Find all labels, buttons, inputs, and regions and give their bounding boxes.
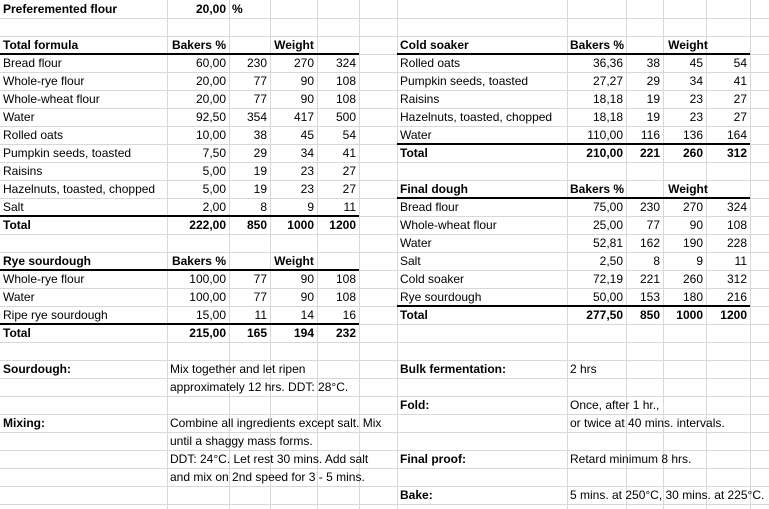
final_dough-bakers-header[interactable]: Bakers % — [570, 182, 625, 196]
total-weight-3[interactable]: 232 — [335, 326, 356, 340]
final_dough-title[interactable]: Final dough — [400, 182, 468, 196]
bakers-percent[interactable]: 18,18 — [592, 92, 623, 106]
ingredient-name[interactable]: Pumpkin seeds, toasted — [400, 74, 529, 88]
weight-1[interactable]: 77 — [253, 290, 267, 304]
weight-2[interactable]: 90 — [689, 218, 703, 232]
bakers-percent[interactable]: 7,50 — [202, 146, 226, 160]
ingredient-name[interactable]: Rye sourdough — [400, 290, 482, 304]
weight-3[interactable]: 324 — [335, 56, 356, 70]
weight-1[interactable]: 38 — [253, 128, 267, 142]
ingredient-name[interactable]: Whole-rye flour — [3, 74, 85, 88]
weight-3[interactable]: 11 — [343, 200, 356, 214]
weight-2[interactable]: 23 — [300, 182, 314, 196]
rye_sourdough-bakers-header[interactable]: Bakers % — [171, 254, 226, 268]
weight-1[interactable]: 29 — [646, 74, 660, 88]
ingredient-name[interactable]: Cold soaker — [400, 272, 465, 286]
instruction-text[interactable]: Retard minimum 8 hrs. — [570, 452, 692, 466]
weight-3[interactable]: 54 — [733, 56, 747, 70]
total-label[interactable]: Total — [3, 218, 31, 232]
ingredient-name[interactable]: Ripe rye sourdough — [3, 308, 108, 322]
instruction-text[interactable]: 2 hrs — [570, 362, 597, 376]
weight-1[interactable]: 11 — [254, 308, 267, 322]
total-weight-1[interactable]: 221 — [639, 146, 660, 160]
weight-3[interactable]: 108 — [726, 218, 747, 232]
final_dough-weight-header[interactable]: Weight — [668, 182, 708, 196]
weight-3[interactable]: 108 — [335, 92, 356, 106]
weight-2[interactable]: 9 — [307, 200, 314, 214]
bakers-percent[interactable]: 52,81 — [592, 236, 623, 250]
weight-2[interactable]: 90 — [300, 92, 314, 106]
weight-3[interactable]: 27 — [733, 110, 747, 124]
weight-1[interactable]: 19 — [253, 164, 267, 178]
total-weight-1[interactable]: 850 — [246, 218, 267, 232]
total-weight-3[interactable]: 1200 — [720, 308, 747, 322]
ingredient-name[interactable]: Salt — [400, 254, 421, 268]
row-gridline — [0, 378, 769, 379]
weight-3[interactable]: 228 — [726, 236, 747, 250]
bakers-percent[interactable]: 36,36 — [592, 56, 623, 70]
weight-3[interactable]: 16 — [342, 308, 356, 322]
weight-3[interactable]: 54 — [342, 128, 356, 142]
instruction-text[interactable]: DDT: 24°C. Let rest 30 mins. Add salt — [170, 452, 369, 466]
rye_sourdough-weight-header[interactable]: Weight — [274, 254, 314, 268]
weight-2[interactable]: 260 — [682, 272, 703, 286]
total-weight-1[interactable]: 850 — [639, 308, 660, 322]
total_formula-title[interactable]: Total formula — [3, 38, 79, 52]
row-gridline — [0, 504, 769, 505]
weight-2[interactable]: 9 — [696, 254, 703, 268]
total-bakers-percent[interactable]: 215,00 — [189, 326, 226, 340]
bakers-percent[interactable]: 20,00 — [195, 74, 226, 88]
weight-2[interactable]: 23 — [300, 164, 314, 178]
weight-3[interactable]: 27 — [733, 92, 747, 106]
weight-2[interactable]: 90 — [300, 272, 314, 286]
bakers-percent[interactable]: 60,00 — [195, 56, 226, 70]
weight-1[interactable]: 354 — [246, 110, 267, 124]
bakers-percent[interactable]: 25,00 — [592, 218, 623, 232]
weight-2[interactable]: 14 — [300, 308, 314, 322]
ingredient-name[interactable]: Hazelnuts, toasted, chopped — [400, 110, 553, 124]
weight-3[interactable]: 324 — [726, 200, 747, 214]
total-weight-3[interactable]: 1200 — [329, 218, 356, 232]
weight-1[interactable]: 230 — [639, 200, 660, 214]
weight-2[interactable]: 270 — [293, 56, 314, 70]
weight-3[interactable]: 164 — [726, 128, 747, 142]
weight-2[interactable]: 190 — [682, 236, 703, 250]
weight-1[interactable]: 38 — [646, 56, 660, 70]
bakers-percent[interactable]: 110,00 — [587, 128, 623, 142]
weight-2[interactable]: 180 — [682, 290, 703, 304]
weight-3[interactable]: 11 — [734, 254, 747, 268]
bakers-percent[interactable]: 5,00 — [202, 182, 226, 196]
total-weight-2[interactable]: 1000 — [287, 218, 314, 232]
total-label[interactable]: Total — [400, 146, 428, 160]
bakers-percent[interactable]: 100,00 — [189, 272, 226, 286]
rye_sourdough-title[interactable]: Rye sourdough — [3, 254, 92, 268]
weight-1[interactable]: 29 — [253, 146, 267, 160]
instruction-label[interactable]: Sourdough: — [3, 362, 71, 376]
bakers-percent[interactable]: 20,00 — [195, 92, 226, 106]
weight-2[interactable]: 90 — [300, 290, 314, 304]
total-weight-1[interactable]: 165 — [246, 326, 267, 340]
instruction-text[interactable]: and mix on 2nd speed for 3 - 5 mins. — [170, 470, 365, 484]
total-weight-2[interactable]: 260 — [682, 146, 703, 160]
instruction-label[interactable]: Mixing: — [3, 416, 45, 430]
row-gridline — [0, 468, 769, 469]
weight-3[interactable]: 108 — [335, 290, 356, 304]
ingredient-name[interactable]: Water — [400, 236, 432, 250]
instruction-text[interactable]: until a shaggy mass forms. — [170, 434, 313, 448]
total-label[interactable]: Total — [3, 326, 31, 340]
ingredient-name[interactable]: Rolled oats — [400, 56, 461, 70]
weight-1[interactable]: 19 — [253, 182, 267, 196]
bakers-percent[interactable]: 2,50 — [599, 254, 623, 268]
instruction-label[interactable]: Bake: — [400, 488, 433, 502]
instruction-label[interactable]: Final proof: — [400, 452, 466, 466]
weight-2[interactable]: 45 — [689, 56, 703, 70]
instruction-text[interactable]: or twice at 40 mins. intervals. — [570, 416, 725, 430]
weight-1[interactable]: 19 — [646, 92, 660, 106]
total-bakers-percent[interactable]: 277,50 — [586, 308, 623, 322]
instruction-label[interactable]: Fold: — [400, 398, 430, 412]
instruction-text[interactable]: Combine all ingredients except salt. Mix — [170, 416, 382, 430]
weight-1[interactable]: 77 — [253, 272, 267, 286]
total-weight-2[interactable]: 1000 — [676, 308, 703, 322]
instruction-label[interactable]: Bulk fermentation: — [400, 362, 507, 376]
row-gridline — [0, 432, 769, 433]
total-weight-3[interactable]: 312 — [726, 146, 747, 160]
weight-1[interactable]: 162 — [639, 236, 660, 250]
ingredient-name[interactable]: Rolled oats — [3, 128, 64, 142]
weight-2[interactable]: 23 — [689, 92, 703, 106]
weight-1[interactable]: 19 — [646, 110, 660, 124]
weight-3[interactable]: 27 — [342, 182, 356, 196]
weight-1[interactable]: 77 — [646, 218, 660, 232]
ingredient-name[interactable]: Hazelnuts, toasted, chopped — [3, 182, 156, 196]
weight-1[interactable]: 8 — [260, 200, 267, 214]
weight-2[interactable]: 90 — [300, 74, 314, 88]
weight-1[interactable]: 221 — [639, 272, 660, 286]
weight-3[interactable]: 41 — [733, 74, 747, 88]
ingredient-name[interactable]: Salt — [3, 200, 24, 214]
bakers-percent[interactable]: 75,00 — [592, 200, 623, 214]
weight-3[interactable]: 216 — [726, 290, 747, 304]
ingredient-name[interactable]: Water — [400, 128, 432, 142]
weight-3[interactable]: 41 — [342, 146, 356, 160]
bakers-percent[interactable]: 18,18 — [592, 110, 623, 124]
preferment-label[interactable]: Preferemented flour — [3, 2, 118, 16]
instruction-text[interactable]: Mix together and let ripen — [170, 362, 306, 376]
ingredient-name[interactable]: Pumpkin seeds, toasted — [3, 146, 132, 160]
ingredient-name[interactable]: Water — [3, 290, 35, 304]
weight-1[interactable]: 153 — [639, 290, 660, 304]
preferment-unit[interactable]: % — [232, 2, 243, 16]
cold_soaker-weight-header[interactable]: Weight — [668, 38, 708, 52]
weight-3[interactable]: 27 — [342, 164, 356, 178]
ingredient-name[interactable]: Bread flour — [400, 200, 459, 214]
weight-2[interactable]: 34 — [689, 74, 703, 88]
weight-1[interactable]: 77 — [253, 74, 267, 88]
ingredient-name[interactable]: Bread flour — [3, 56, 62, 70]
bakers-percent[interactable]: 2,00 — [202, 200, 226, 214]
weight-1[interactable]: 116 — [640, 128, 660, 142]
total-weight-2[interactable]: 194 — [293, 326, 314, 340]
weight-3[interactable]: 500 — [335, 110, 356, 124]
weight-2[interactable]: 34 — [300, 146, 314, 160]
weight-2[interactable]: 45 — [300, 128, 314, 142]
ingredient-name[interactable]: Water — [3, 110, 35, 124]
weight-1[interactable]: 230 — [246, 56, 267, 70]
bakers-percent[interactable]: 92,50 — [195, 110, 226, 124]
ingredient-name[interactable]: Raisins — [3, 164, 43, 178]
ingredient-name[interactable]: Whole-wheat flour — [3, 92, 100, 106]
total-bakers-percent[interactable]: 222,00 — [189, 218, 226, 232]
weight-1[interactable]: 77 — [253, 92, 267, 106]
weight-3[interactable]: 108 — [335, 272, 356, 286]
bakers-percent[interactable]: 15,00 — [195, 308, 226, 322]
cold_soaker-title[interactable]: Cold soaker — [400, 38, 469, 52]
weight-2[interactable]: 270 — [682, 200, 703, 214]
weight-2[interactable]: 136 — [682, 128, 703, 142]
total-bakers-percent[interactable]: 210,00 — [586, 146, 623, 160]
bakers-percent[interactable]: 50,00 — [592, 290, 623, 304]
bakers-percent[interactable]: 72,19 — [592, 272, 623, 286]
instruction-text[interactable]: Once, after 1 hr., — [570, 398, 660, 412]
ingredient-name[interactable]: Whole-rye flour — [3, 272, 85, 286]
ingredient-name[interactable]: Whole-wheat flour — [400, 218, 497, 232]
weight-2[interactable]: 23 — [689, 110, 703, 124]
weight-2[interactable]: 417 — [293, 110, 314, 124]
weight-3[interactable]: 108 — [335, 74, 356, 88]
total-label[interactable]: Total — [400, 308, 428, 322]
row-gridline — [0, 342, 769, 343]
cold_soaker-bakers-header[interactable]: Bakers % — [570, 38, 625, 52]
instruction-text[interactable]: approximately 12 hrs. DDT: 28°C. — [170, 380, 349, 394]
instruction-text[interactable]: 5 mins. at 250°C, 30 mins. at 225°C. — [570, 488, 765, 502]
bakers-percent[interactable]: 27,27 — [592, 74, 623, 88]
weight-3[interactable]: 312 — [726, 272, 747, 286]
total_formula-weight-header[interactable]: Weight — [274, 38, 314, 52]
weight-1[interactable]: 8 — [653, 254, 660, 268]
bakers-percent[interactable]: 5,00 — [202, 164, 226, 178]
bakers-percent[interactable]: 10,00 — [195, 128, 226, 142]
row-gridline — [0, 18, 769, 19]
ingredient-name[interactable]: Raisins — [400, 92, 440, 106]
total_formula-bakers-header[interactable]: Bakers % — [171, 38, 226, 52]
bakers-percent[interactable]: 100,00 — [189, 290, 226, 304]
preferment-value[interactable]: 20,00 — [195, 2, 226, 16]
